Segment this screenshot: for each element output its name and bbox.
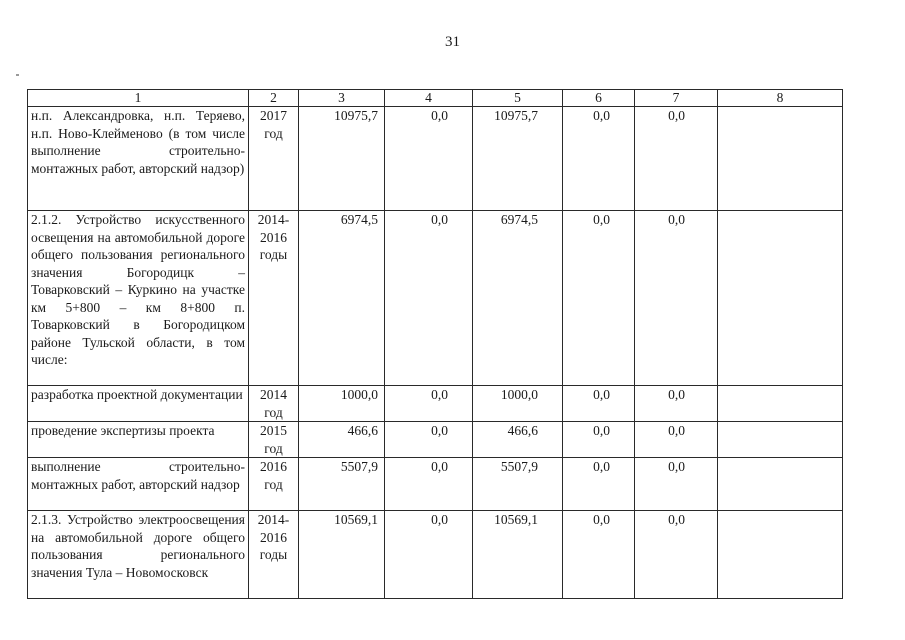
row-period: 2017 год: [249, 107, 299, 211]
table-row: [28, 511, 843, 599]
row-value-col3: 6974,5: [299, 211, 385, 386]
row-value-col3: 1000,0: [299, 386, 385, 422]
row-description: проведение экспертизы проекта: [28, 422, 249, 458]
row-value-col6: 0,0: [563, 422, 635, 458]
row-note: [718, 107, 843, 211]
row-value-col7: 0,0: [635, 511, 718, 599]
scan-artifact: [16, 74, 19, 76]
row-value-col6: 0,0: [563, 107, 635, 211]
table-row: [28, 211, 843, 386]
row-note: [718, 511, 843, 599]
row-value-col7: 0,0: [635, 422, 718, 458]
row-note: [718, 386, 843, 422]
row-value-col5: 1000,0: [473, 386, 563, 422]
row-description: н.п. Александровка, н.п. Теряево, н.п. Ново-Клейменово (в том числе выполнение строительно-монтажных работ, авторский надзор): [28, 107, 249, 211]
row-period: 2014 год: [249, 386, 299, 422]
table-row: [28, 458, 843, 511]
column-header: 8: [718, 90, 843, 107]
column-header: 7: [635, 90, 718, 107]
row-period: 2014-2016 годы: [249, 211, 299, 386]
row-value-col7: 0,0: [635, 458, 718, 511]
row-value-col6: 0,0: [563, 386, 635, 422]
row-description: выполнение строительно-монтажных работ, авторский надзор: [28, 458, 249, 511]
row-value-col4: 0,0: [385, 511, 473, 599]
row-period: 2014-2016 годы: [249, 511, 299, 599]
column-header: 1: [28, 90, 249, 107]
budget-table: [27, 89, 843, 599]
row-note: [718, 211, 843, 386]
row-description: разработка проектной документации: [28, 386, 249, 422]
row-value-col6: 0,0: [563, 511, 635, 599]
row-value-col5: 5507,9: [473, 458, 563, 511]
row-value-col4: 0,0: [385, 422, 473, 458]
table-row: [28, 422, 843, 458]
row-value-col5: 6974,5: [473, 211, 563, 386]
row-value-col7: 0,0: [635, 107, 718, 211]
row-value-col6: 0,0: [563, 458, 635, 511]
table-row: [28, 386, 843, 422]
row-value-col4: 0,0: [385, 386, 473, 422]
page-number: 31: [445, 34, 460, 50]
column-header: 3: [299, 90, 385, 107]
row-value-col7: 0,0: [635, 386, 718, 422]
row-value-col3: 10975,7: [299, 107, 385, 211]
row-value-col6: 0,0: [563, 211, 635, 386]
row-description: 2.1.2. Устройство искусственного освещения на автомобильной дороге общего пользования регионального значения Богородицк – Товарковский – Куркино на участке км 5+800 – км 8+800 п. Товарковский в Богородицком районе Тульской области, в том числе:: [28, 211, 249, 386]
row-value-col4: 0,0: [385, 458, 473, 511]
column-header: 2: [249, 90, 299, 107]
column-header: 6: [563, 90, 635, 107]
row-value-col5: 466,6: [473, 422, 563, 458]
row-value-col3: 466,6: [299, 422, 385, 458]
row-value-col7: 0,0: [635, 211, 718, 386]
row-value-col3: 5507,9: [299, 458, 385, 511]
table-row: [28, 107, 843, 211]
column-header: 4: [385, 90, 473, 107]
row-value-col5: 10975,7: [473, 107, 563, 211]
row-note: [718, 458, 843, 511]
row-period: 2016 год: [249, 458, 299, 511]
row-value-col4: 0,0: [385, 211, 473, 386]
row-note: [718, 422, 843, 458]
row-value-col4: 0,0: [385, 107, 473, 211]
column-header: 5: [473, 90, 563, 107]
row-value-col3: 10569,1: [299, 511, 385, 599]
row-period: 2015 год: [249, 422, 299, 458]
row-description: 2.1.3. Устройство электроосвещения на автомобильной дороге общего пользования регионального значения Тула – Новомосковск: [28, 511, 249, 599]
header-row: [28, 90, 843, 107]
row-value-col5: 10569,1: [473, 511, 563, 599]
